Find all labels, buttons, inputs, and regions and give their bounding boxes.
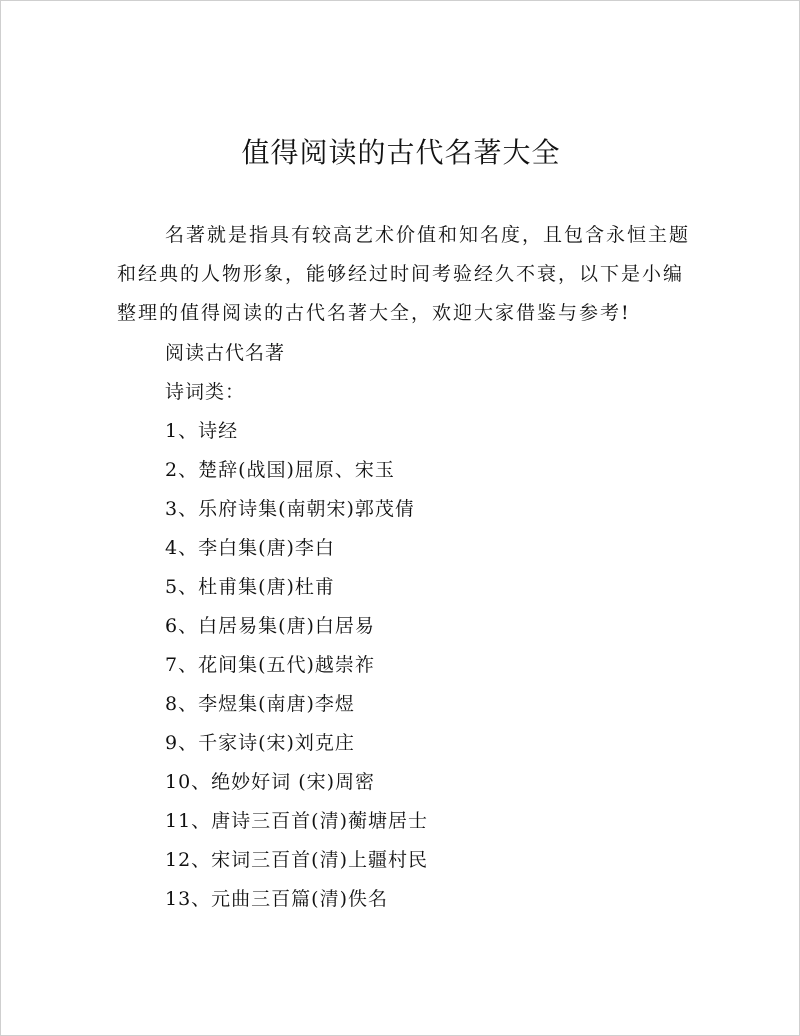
list-item: 10、绝妙好词 (宋)周密 <box>165 771 376 793</box>
document-title: 值得阅读的古代名著大全 <box>241 136 561 169</box>
list-item: 1、诗经 <box>165 420 239 442</box>
list-item: 8、李煜集(南唐)李煜 <box>165 693 355 715</box>
section-heading: 阅读古代名著 <box>165 342 286 364</box>
list-item: 7、花间集(五代)越崇祚 <box>165 654 375 676</box>
list-item: 3、乐府诗集(南朝宋)郭茂倩 <box>165 498 415 520</box>
list-item: 6、白居易集(唐)白居易 <box>165 615 375 637</box>
list-item: 11、唐诗三百首(清)蘅塘居士 <box>165 810 429 832</box>
list-item: 12、宋词三百首(清)上疆村民 <box>165 849 429 871</box>
list-item: 9、千家诗(宋)刘克庄 <box>165 732 355 754</box>
list-item: 2、楚辞(战国)屈原、宋玉 <box>165 459 395 481</box>
category-heading: 诗词类： <box>165 381 246 403</box>
list-item: 4、李白集(唐)李白 <box>165 537 335 559</box>
list-item: 5、杜甫集(唐)杜甫 <box>165 576 335 598</box>
intro-paragraph: 名著就是指具有较高艺术价值和知名度，且包含永恒主题和经典的人物形象，能够经过时间考验经久不衰，以下是小编整理的值得阅读的古代名著大全，欢迎大家借鉴与参考! <box>117 224 691 324</box>
list-item: 13、元曲三百篇(清)佚名 <box>165 888 389 910</box>
content-list <box>165 334 725 919</box>
